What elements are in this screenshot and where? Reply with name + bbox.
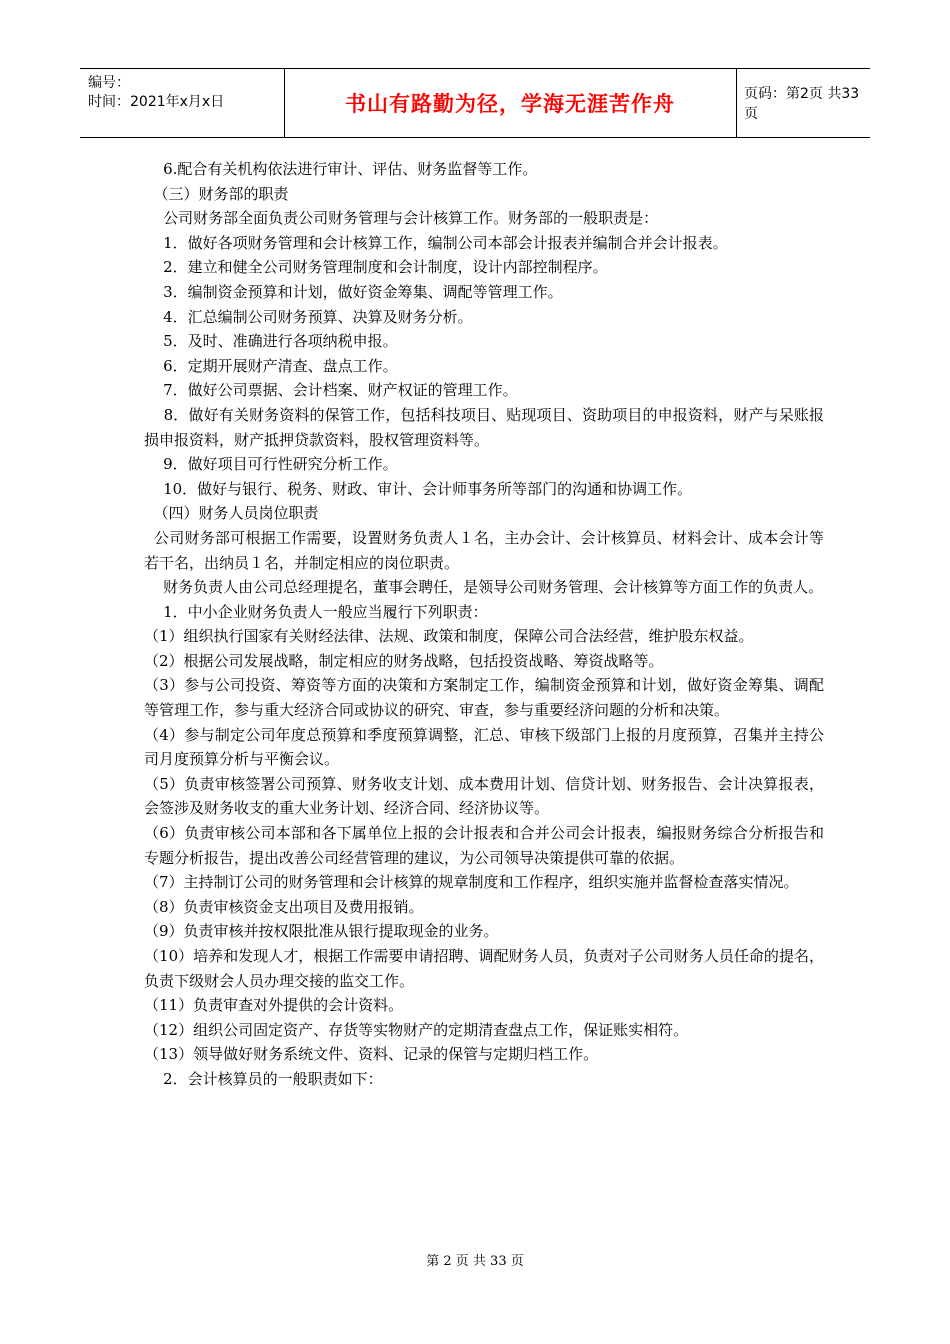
list-item: （4）参与制定公司年度总预算和季度预算调整，汇总、审核下级部门上报的月度预算，召集并主持公司月度预算分析与平衡会议。: [144, 725, 824, 769]
list-item: （8）负责审核资金支出项目及费用报销。: [144, 897, 424, 916]
list-item: 1．中小企业财务负责人一般应当履行下列职责：: [144, 602, 488, 621]
header-motto-cell: [284, 69, 737, 137]
header-motto: 书山有路勤为径，学海无涯苦作舟: [345, 92, 675, 116]
list-item: 5．及时、准确进行各项纳税申报。: [144, 332, 398, 351]
header-page-label: 页码：第2页 共33页: [744, 86, 860, 122]
list-item: 3．编制资金预算和计划，做好资金筹集、调配等管理工作。: [144, 282, 563, 301]
list-item: （13）领导做好财务系统文件、资料、记录的保管与定期归档工作。: [144, 1045, 599, 1064]
list-item: （3）参与公司投资、筹资等方面的决策和方案制定工作，编制资金预算和计划，做好资金筹集、调配等管理工作，参与重大经济合同或协议的研究、审查，参与重要经济问题的分析和决策。: [144, 676, 824, 720]
section-heading: （四）财务人员岗位职责: [144, 504, 319, 523]
list-item: （6）负责审核公司本部和各下属单位上报的会计报表和合并公司会计报表，编报财务综合分析报告和专题分析报告，提出改善公司经营管理的建议，为公司领导决策提供可靠的依据。: [144, 824, 824, 867]
list-item: 2．建立和健全公司财务管理制度和会计制度，设计内部控制程序。: [144, 258, 608, 277]
list-item: （11）负责审查对外提供的会计资料。: [144, 996, 404, 1015]
list-item: 8．做好有关财务资料的保管工作，包括科技项目、贴现项目、资助项目的申报资料，财产与呆账报损申报资料，财产抵押贷款资料，股权管理资料等。: [144, 405, 824, 449]
list-item: （2）根据公司发展战略，制定相应的财务战略，包括投资战略、筹资战略等。: [144, 651, 664, 670]
list-item: （7）主持制订公司的财务管理和会计核算的规章制度和工作程序，组织实施并监督检查落实情况。: [144, 873, 799, 892]
list-item: 1．做好各项财务管理和会计核算工作，编制公司本部会计报表并编制合并会计报表。: [144, 233, 728, 252]
list-item: （9）负责审核并按权限批准从银行提取现金的业务。: [144, 922, 499, 941]
list-item: 10．做好与银行、税务、财政、审计、会计师事务所等部门的沟通和协调工作。: [144, 479, 693, 498]
list-item: （5）负责审核签署公司预算、财务收支计划、成本费用计划、信贷计划、财务报告、会计决算报表，会签涉及财务收支的重大业务计划、经济合同、经济协议等。: [144, 774, 824, 818]
list-item: 4．汇总编制公司财务预算、决算及财务分析。: [144, 307, 473, 326]
list-item: 2．会计核算员的一般职责如下：: [144, 1069, 383, 1088]
list-item: 9．做好项目可行性研究分析工作。: [144, 455, 398, 474]
page-header: [80, 68, 870, 138]
document-body: [144, 157, 824, 1092]
paragraph: 公司财务部全面负责公司财务管理与会计核算工作。财务部的一般职责是：: [144, 209, 659, 228]
document-date-label: 时间：2021年x月x日: [88, 94, 225, 110]
list-item: （10）培养和发现人才，根据工作需要申请招聘、调配财务人员，负责对子公司财务人员任命的提名，负责下级财会人员办理交接的监交工作。: [144, 947, 824, 990]
paragraph: 公司财务部可根据工作需要，设置财务负责人１名，主办会计、会计核算员、材料会计、成本会计等若干名，出纳员１名，并制定相应的岗位职责。: [144, 528, 824, 572]
paragraph: 6.配合有关机构依法进行审计、评估、财务监督等工作。: [144, 160, 538, 178]
document-number-label: 编号：: [88, 75, 130, 91]
paragraph: 财务负责人由公司总经理提名，董事会聘任，是领导公司财务管理、会计核算等方面工作的负责人。: [144, 578, 824, 597]
list-item: （1）组织执行国家有关财经法律、法规、政策和制度，保障公司合法经营，维护股东权益。: [144, 627, 754, 646]
list-item: 6．定期开展财产清查、盘点工作。: [144, 356, 398, 375]
list-item: 7．做好公司票据、会计档案、财产权证的管理工作。: [144, 381, 518, 400]
section-heading: （三）财务部的职责: [144, 184, 289, 203]
header-meta-cell: [80, 69, 285, 137]
header-page-cell: [736, 69, 870, 137]
page-footer: 第 2 页 共 33 页: [426, 1254, 524, 1269]
list-item: （12）组织公司固定资产、存货等实物财产的定期清查盘点工作，保证账实相符。: [144, 1020, 689, 1039]
